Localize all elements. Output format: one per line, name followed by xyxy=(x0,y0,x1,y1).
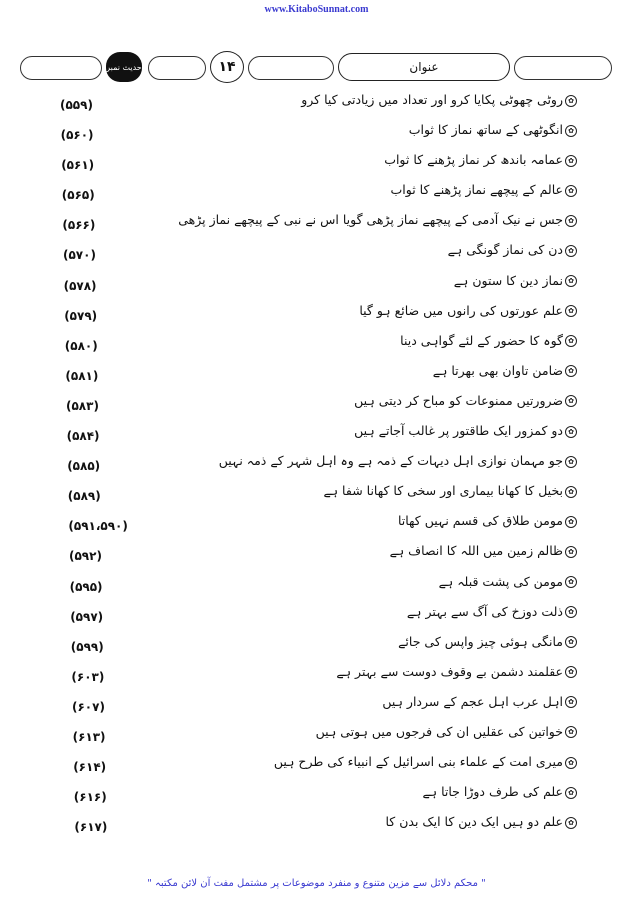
flower-bullet-icon: ✿ xyxy=(565,606,577,618)
topic-title xyxy=(301,92,577,108)
topic-text: مومن طلاق کی قسم نہیں کھاتا xyxy=(397,513,563,529)
flower-bullet-icon: ✿ xyxy=(565,636,577,648)
flower-bullet-icon: ✿ xyxy=(565,486,577,498)
topic-text: مومن کی پشت قبلہ ہے xyxy=(438,573,563,589)
topic-text: روٹی چھوٹی پکایا کرو اور تعداد میں زیادتی کیا کرو xyxy=(301,92,563,107)
topic-text: ظالم زمین میں اللہ کا انصاف ہے xyxy=(389,543,563,559)
topic-title xyxy=(354,423,577,439)
topic-text: مانگی ہوئی چیز واپس کی جائے xyxy=(398,633,563,649)
topic-title xyxy=(359,303,577,319)
list-item xyxy=(0,574,633,604)
topic-title xyxy=(398,634,577,650)
list-item xyxy=(0,303,633,333)
list-item xyxy=(0,212,633,242)
column-title: عنوان xyxy=(338,53,510,81)
topic-text: عمامہ باندھ کر نماز پڑھنے کا ثواب xyxy=(384,152,563,168)
topic-text: علم عورتوں کی رانوں میں ضائع ہو گیا xyxy=(359,302,563,318)
list-item xyxy=(0,152,633,182)
topic-title xyxy=(386,814,578,830)
hadith-reference: (۵۶۱) xyxy=(61,158,95,173)
topic-text: جو مہمان نوازی اہل دیہات کے ذمہ ہے وہ اہل شہر کے ذمہ نہیں xyxy=(218,453,563,469)
topic-title xyxy=(422,784,577,800)
topic-text: دو کمزور ایک طاقتور پر غالب آجاتے ہیں xyxy=(354,423,563,439)
floral-ornament xyxy=(248,56,334,80)
hadith-reference: (۶۱۳) xyxy=(72,729,106,744)
flower-bullet-icon: ✿ xyxy=(565,546,577,558)
flower-bullet-icon: ✿ xyxy=(565,696,577,708)
topic-title xyxy=(316,724,577,740)
topic-title xyxy=(323,483,577,499)
topic-title xyxy=(354,393,577,409)
hadith-reference: (۵۶۰) xyxy=(60,128,94,143)
page-header-ornament xyxy=(20,50,612,84)
hadith-reference: (۵۸۹) xyxy=(67,489,101,504)
hadith-reference: (۵۸۱) xyxy=(65,368,99,383)
list-item xyxy=(0,754,633,784)
flower-bullet-icon: ✿ xyxy=(565,516,577,528)
list-item xyxy=(0,604,633,634)
hadith-reference: (۵۶۶) xyxy=(62,218,96,233)
list-item xyxy=(0,122,633,152)
hadith-reference: (۵۹۱،۵۹۰) xyxy=(68,519,128,534)
topic-text: ضرورتیں ممنوعات کو مباح کر دیتی ہیں xyxy=(354,392,563,408)
flower-bullet-icon: ✿ xyxy=(565,215,577,227)
flower-bullet-icon: ✿ xyxy=(565,305,577,317)
topic-text: ضامن تاوان بھی بھرتا ہے xyxy=(432,362,563,378)
topic-title xyxy=(409,122,577,138)
topic-title xyxy=(382,694,577,710)
hadith-reference: (۵۷۰) xyxy=(63,248,96,263)
topic-text: گوہ کا حضور کے لئے گواہی دینا xyxy=(400,332,563,348)
topic-text: علم کی طرف دوڑا جاتا ہے xyxy=(422,784,563,800)
topic-title xyxy=(390,543,577,559)
hadith-reference: (۶۱۶) xyxy=(73,790,107,805)
list-item xyxy=(0,363,633,393)
topic-title xyxy=(439,574,577,590)
topic-title xyxy=(407,604,577,620)
flower-bullet-icon: ✿ xyxy=(565,426,577,438)
site-url: www.KitaboSunnat.com xyxy=(264,4,369,15)
topic-text: نماز دین کا ستون ہے xyxy=(453,272,563,288)
list-item xyxy=(0,694,633,724)
list-item xyxy=(0,453,633,483)
floral-ornament xyxy=(148,56,206,80)
floral-ornament-left xyxy=(20,56,102,80)
hadith-reference: (۵۷۹) xyxy=(64,308,98,323)
topic-title xyxy=(391,182,577,198)
list-item xyxy=(0,92,633,122)
list-item xyxy=(0,513,633,543)
list-item xyxy=(0,393,633,423)
hadith-reference: (۵۸۴) xyxy=(66,429,100,444)
flower-bullet-icon: ✿ xyxy=(565,95,577,107)
topic-text: عالم کے پیچھے نماز پڑھنے کا ثواب xyxy=(390,182,563,198)
hadith-reference: (۶۰۷) xyxy=(72,699,105,714)
hadith-reference: (۵۹۵) xyxy=(69,579,103,594)
topic-title xyxy=(398,513,577,529)
topic-text: عقلمند دشمن بے وقوف دوست سے بہتر ہے xyxy=(336,663,563,679)
flower-bullet-icon: ✿ xyxy=(565,275,577,287)
topic-text: علم دو ہیں ایک دین کا ایک بدن کا xyxy=(385,814,563,830)
hadith-reference: (۵۹۲) xyxy=(69,549,102,564)
topic-title xyxy=(336,664,577,680)
flower-bullet-icon: ✿ xyxy=(565,365,577,377)
topic-title xyxy=(454,273,577,289)
hadith-reference: (۵۸۰) xyxy=(64,338,98,353)
topic-text: انگوٹھی کے ساتھ نماز کا ثواب xyxy=(408,122,563,138)
topic-title xyxy=(274,754,577,770)
hadith-number-label: حدیث نمبر xyxy=(106,52,142,82)
topic-title xyxy=(400,333,577,349)
footer-tagline: " محکم دلائل سے مزین متنوع و منفرد موضوعات پر مشتمل مفت آن لائن مکتبہ " xyxy=(147,878,486,889)
flower-bullet-icon: ✿ xyxy=(565,245,577,257)
topic-title xyxy=(448,242,577,258)
topic-text: اہل عرب اہل عجم کے سردار ہیں xyxy=(382,693,563,709)
list-item xyxy=(0,333,633,363)
topic-text: میری امت کے علماء بنی اسرائیل کے انبیاء کی طرح ہیں xyxy=(273,754,563,770)
topic-text: خواتین کی عقلیں ان کی فرجوں میں ہوتی ہیں xyxy=(315,723,563,739)
flower-bullet-icon: ✿ xyxy=(565,185,577,197)
list-item xyxy=(0,634,633,664)
list-item xyxy=(0,242,633,272)
flower-bullet-icon: ✿ xyxy=(565,155,577,167)
hadith-reference: (۵۸۳) xyxy=(66,398,99,413)
list-item xyxy=(0,273,633,303)
flower-bullet-icon: ✿ xyxy=(565,576,577,588)
hadith-reference: (۵۷۸) xyxy=(63,278,97,293)
topic-text: ذلت دوزخ کی آگ سے بہتر ہے xyxy=(406,603,563,619)
flower-bullet-icon: ✿ xyxy=(565,787,577,799)
hadith-reference: (۶۱۷) xyxy=(74,820,108,835)
list-item xyxy=(0,664,633,694)
topic-text: بخیل کا کھانا بیماری اور سخی کا کھانا شفا ہے xyxy=(323,483,563,499)
flower-bullet-icon: ✿ xyxy=(565,757,577,769)
list-item xyxy=(0,724,633,754)
list-item xyxy=(0,182,633,212)
flower-bullet-icon: ✿ xyxy=(565,125,577,137)
hadith-reference: (۵۹۷) xyxy=(70,609,104,624)
floral-ornament-right xyxy=(514,56,612,80)
flower-bullet-icon: ✿ xyxy=(565,456,577,468)
topic-title xyxy=(384,152,577,168)
topic-title xyxy=(219,453,577,469)
flower-bullet-icon: ✿ xyxy=(565,666,577,678)
flower-bullet-icon: ✿ xyxy=(565,335,577,347)
topic-text: جس نے نیک آدمی کے پیچھے نماز پڑھی گویا اس نے نبی کے پیچھے نماز پڑھی xyxy=(178,212,563,228)
list-item xyxy=(0,543,633,573)
topic-text: دن کی نماز گونگی ہے xyxy=(447,242,563,258)
hadith-reference: (۶۰۳) xyxy=(71,669,105,684)
contents-list xyxy=(0,92,633,844)
topic-title xyxy=(178,212,577,228)
hadith-reference: (۶۱۴) xyxy=(73,760,107,775)
hadith-reference: (۵۵۹) xyxy=(60,98,93,112)
list-item xyxy=(0,483,633,513)
list-item xyxy=(0,814,633,844)
hadith-reference: (۵۶۵) xyxy=(61,188,95,203)
page-number: ۱۴ xyxy=(210,51,244,83)
topic-title xyxy=(433,363,577,379)
flower-bullet-icon: ✿ xyxy=(565,395,577,407)
list-item xyxy=(0,784,633,814)
hadith-reference: (۵۹۹) xyxy=(70,639,104,654)
flower-bullet-icon: ✿ xyxy=(565,726,577,738)
list-item xyxy=(0,423,633,453)
hadith-reference: (۵۸۵) xyxy=(67,459,101,474)
flower-bullet-icon: ✿ xyxy=(565,817,577,829)
